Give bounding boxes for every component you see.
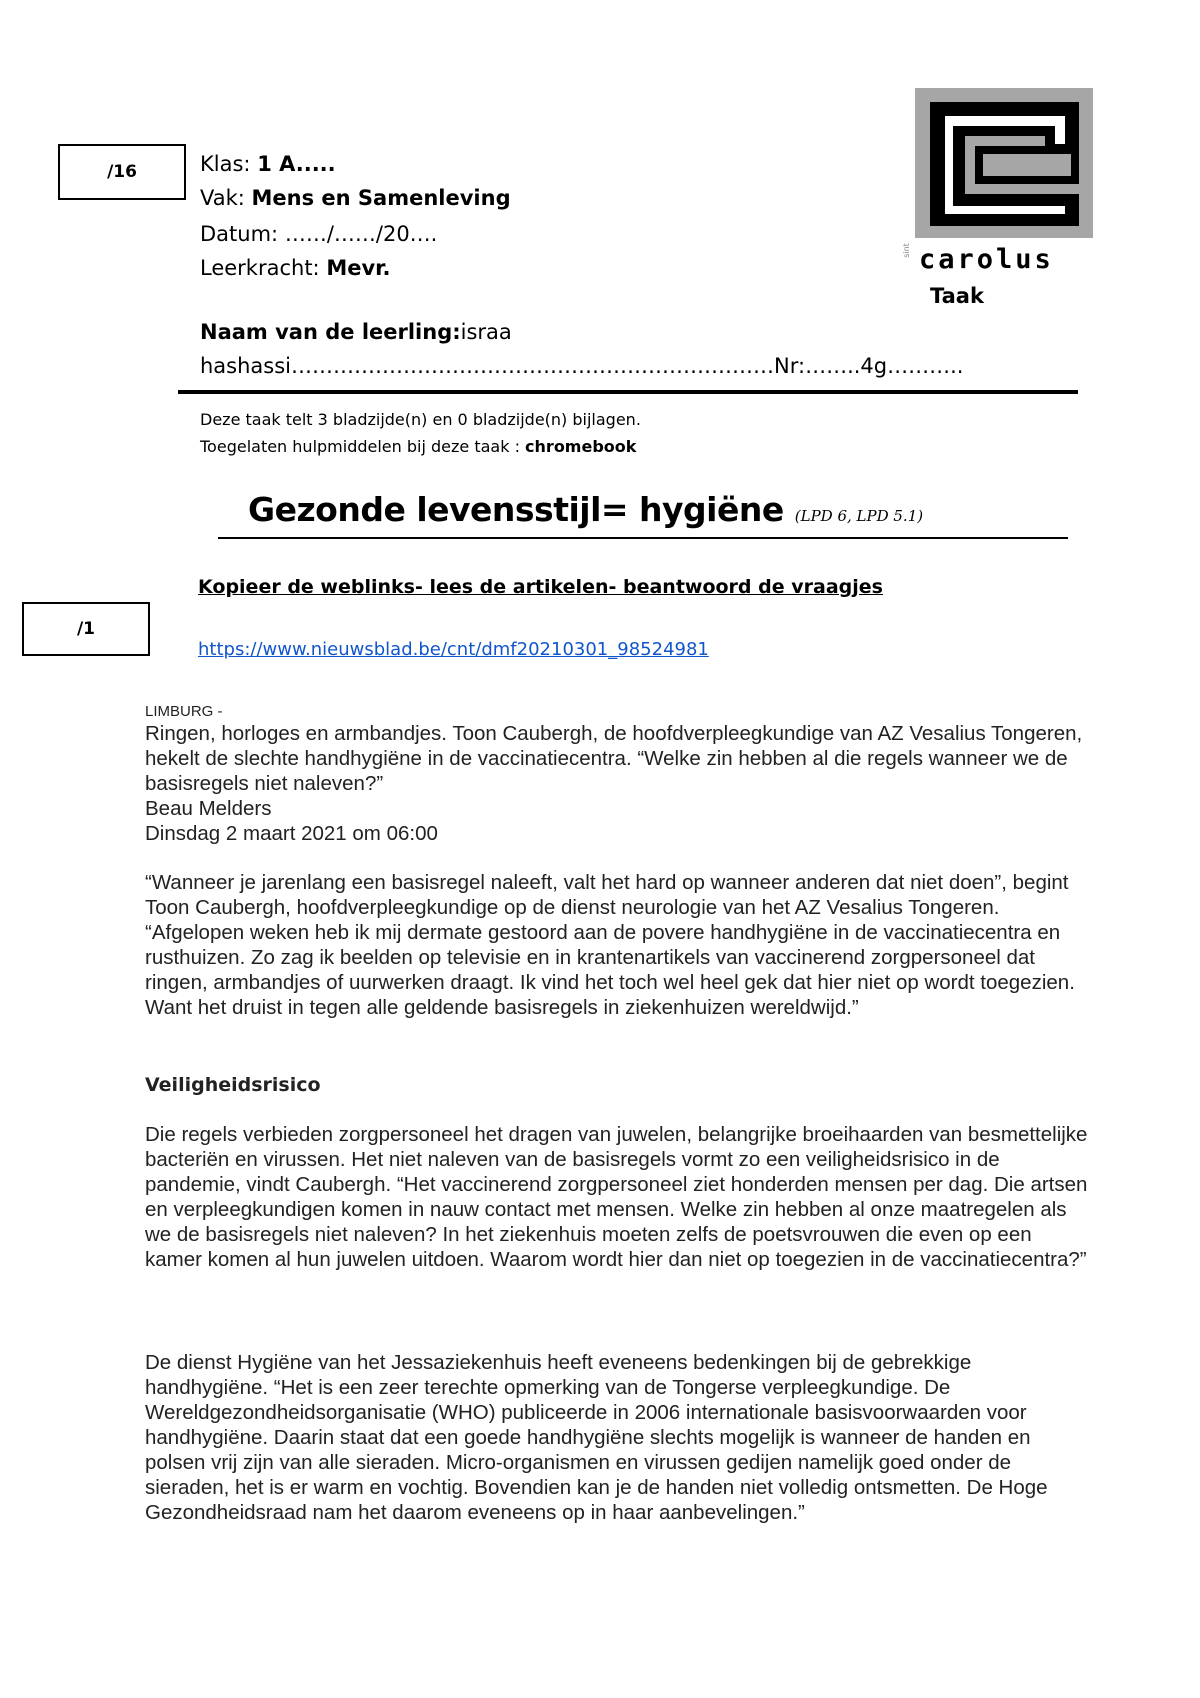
- score-box-total: [58, 144, 186, 200]
- datum-value: ……/……/20….: [284, 222, 438, 246]
- article-date: Dinsdag 2 maart 2021 om 06:00: [145, 822, 438, 845]
- tools-line: Toegelaten hulpmiddelen bij deze taak : chromebook: [200, 437, 637, 456]
- taak-label: Taak: [930, 284, 984, 308]
- title-underline: [218, 537, 1068, 539]
- instruction: Kopieer de weblinks- lees de artikelen- beantwoord de vraagjes: [198, 576, 883, 598]
- article-author: Beau Melders: [145, 797, 272, 820]
- naam-line: Naam van de leerling:israa: [200, 320, 512, 344]
- article-paragraph-3: De dienst Hygiëne van het Jessaziekenhuis heeft eveneens bedenkingen bij de gebrekkige handhygiëne. “Het is een zeer terechte opmerking van de Tongerse verpleegkundige. De Wereldgezondheidsorganisatie (WHO) publiceerde in 2006 internationale basisvoorwaarden voor handhygiëne. Daarin staat dat een goede handhygiëne slechts mogelijk is wanneer de handen en polsen vrij zijn van alle sieraden. Micro-organismen en virussen gedijen namelijk goed onder de sieraden, het is er warm en vochtig. Bovendien kan je de handen niet volledig ontsmetten. De Hoge Gezondheidsraad nam het daarom eveneens op in haar aanbevelingen.”: [145, 1351, 1048, 1524]
- article-location: LIMBURG -: [145, 703, 223, 720]
- naam-line-2: hashassi……………………………………………………………Nr:……..4g………..: [200, 354, 964, 378]
- article-link[interactable]: https://www.nieuwsblad.be/cnt/dmf20210301_98524981: [198, 639, 709, 660]
- carolus-logo: [901, 88, 1095, 278]
- header-divider: [178, 390, 1078, 394]
- score-total: /16: [107, 162, 137, 182]
- page-title: Gezonde levensstijl= hygiëne (LPD 6, LPD 5.1): [248, 490, 924, 529]
- tools-value: chromebook: [525, 437, 637, 456]
- score-question1: /1: [76, 619, 96, 639]
- vak-value: Mens en Samenleving: [251, 186, 511, 210]
- vak-line: Vak: Mens en Samenleving: [200, 186, 511, 210]
- score-box-question1: [22, 602, 150, 656]
- logo-wordmark: carolus: [919, 244, 1054, 275]
- naam-value: israa: [460, 320, 512, 344]
- title-ref: (LPD 6, LPD 5.1): [794, 507, 924, 525]
- leerkracht-line: Leerkracht: Mevr.: [200, 256, 391, 280]
- article-paragraph-1: “Wanneer je jarenlang een basisregel naleeft, valt het hard op wanneer anderen dat niet doen”, begint Toon Caubergh, hoofdverpleegkundige op de dienst neurologie van het AZ Vesalius Tongeren. “Afgelopen weken heb ik mij dermate gestoord aan de povere handhygiëne in de vaccinatiecentra en rusthuizen. Zo zag ik beelden op televisie en in krantenartikels van vaccinerend zorgpersoneel dat ringen, armbandjes of uurwerken draagt. Ik vind het toch wel heel gek dat hier niet op wordt toegezien. Want het druist in tegen alle geldende basisregels in ziekenhuizen wereldwijd.”: [145, 871, 1075, 1019]
- klas-line: Klas: 1 A.....: [200, 152, 336, 176]
- article-lead: Ringen, horloges en armbandjes. Toon Caubergh, de hoofdverpleegkundige van AZ Vesalius Tongeren, hekelt de slechte handhygiëne in de vaccinatiecentra. “Welke zin hebben al die regels wanneer we de basisregels niet naleven?” Beau Melders Dinsdag 2 maart 2021 om 06:00: [145, 721, 1090, 846]
- pages-line: Deze taak telt 3 bladzijde(n) en 0 bladzijde(n) bijlagen.: [200, 410, 641, 429]
- datum-line: Datum: ……/……/20….: [200, 222, 438, 246]
- klas-value: 1 A.....: [257, 152, 336, 176]
- leerkracht-value: Mevr.: [326, 256, 391, 280]
- article-paragraph-2: Die regels verbieden zorgpersoneel het dragen van juwelen, belangrijke broeihaarden van besmettelijke bacteriën en virussen. Het niet naleven van de basisregels vormt zo een veiligheidsrisico in de pandemie, vindt Caubergh. “Het vaccinerend zorgpersoneel ziet honderden mensen per dag. Die artsen en verpleegkundigen komen in nauw contact met mensen. Welke zin hebben al onze maatregelen als we de basisregels niet naleven? In het ziekenhuis moeten zelfs de poetsvrouwen die even op een kamer komen al hun juwelen uitdoen. Waarom wordt hier dan niet op toegezien in de vaccinatiecentra?”: [145, 1123, 1088, 1271]
- article-subheading: Veiligheidsrisico: [145, 1074, 321, 1096]
- logo-side-text: sint: [901, 243, 911, 258]
